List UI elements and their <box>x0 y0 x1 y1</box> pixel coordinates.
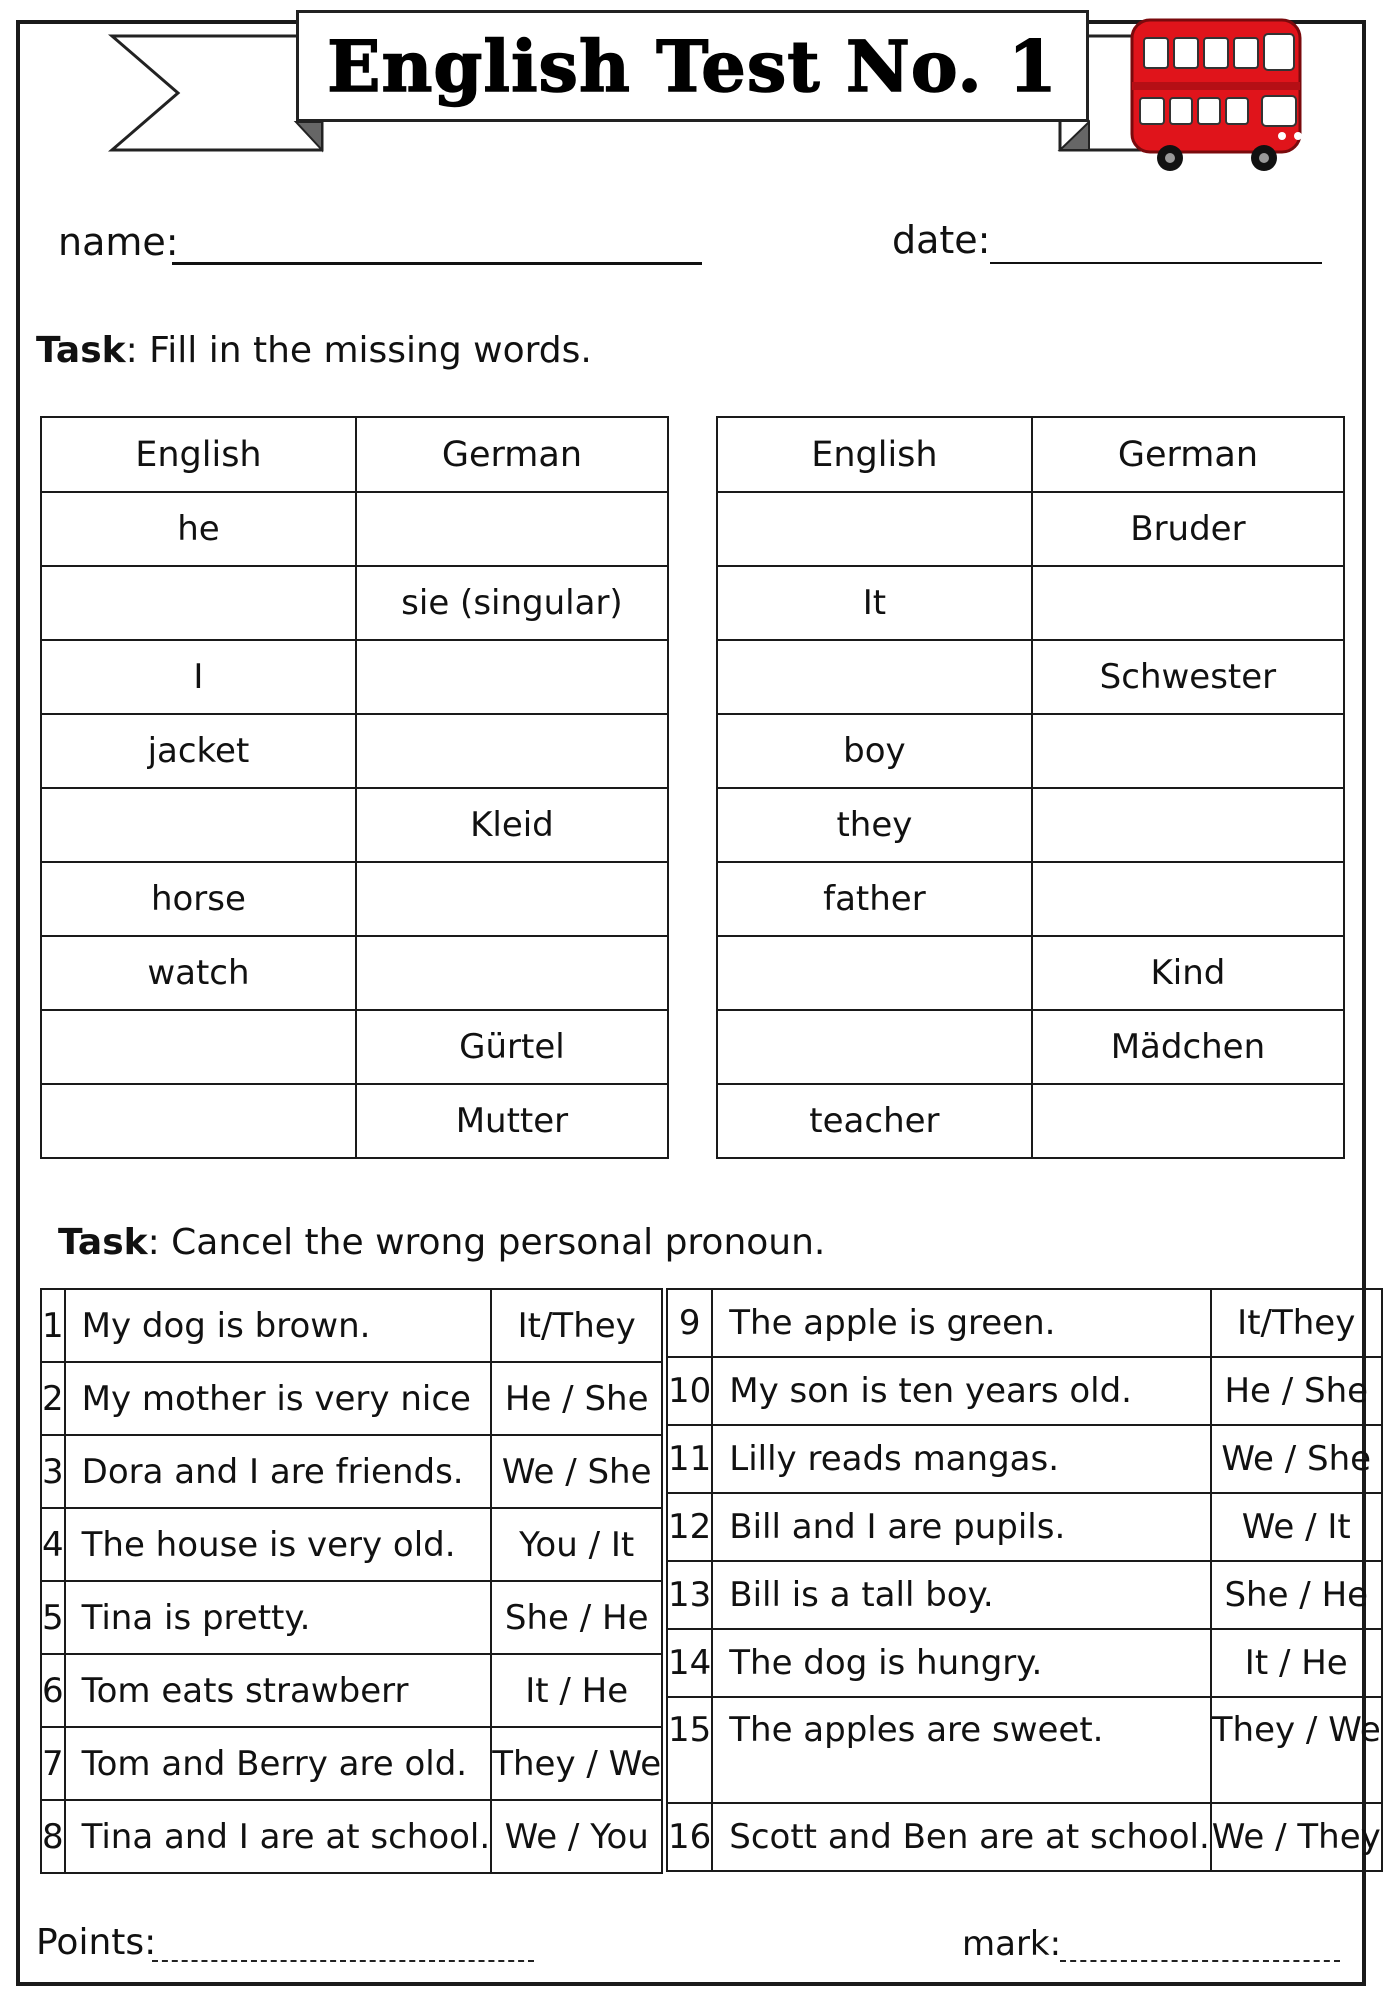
vocab-row <box>717 788 1344 862</box>
sentence-row <box>667 1289 1382 1357</box>
name-label: name: <box>58 220 179 264</box>
english-cell[interactable] <box>717 936 1032 1010</box>
english-cell: jacket <box>41 714 356 788</box>
sentence-row <box>667 1697 1382 1803</box>
german-cell[interactable] <box>1032 714 1344 788</box>
row-number: 10 <box>667 1357 712 1425</box>
date-field[interactable] <box>990 262 1322 264</box>
task1-text: : Fill in the missing words. <box>125 330 592 371</box>
german-cell: Bruder <box>1032 492 1344 566</box>
english-cell[interactable] <box>717 640 1032 714</box>
sentence-row <box>41 1581 662 1654</box>
pronoun-options[interactable]: We / She <box>1211 1425 1382 1493</box>
english-cell: It <box>717 566 1032 640</box>
pronoun-options[interactable]: They / We <box>1211 1697 1382 1803</box>
sentence-row <box>41 1289 662 1362</box>
sentence-text: The apples are sweet. <box>712 1697 1211 1803</box>
pronoun-options[interactable]: They / We <box>491 1727 662 1800</box>
german-cell: Gürtel <box>356 1010 668 1084</box>
points-label: Points: <box>36 1922 157 1963</box>
vocab-row <box>717 492 1344 566</box>
german-cell[interactable] <box>1032 862 1344 936</box>
pronoun-options[interactable]: He / She <box>1211 1357 1382 1425</box>
german-cell[interactable] <box>356 714 668 788</box>
english-cell: I <box>41 640 356 714</box>
vocab-row <box>41 1010 668 1084</box>
pronoun-options[interactable]: We / She <box>491 1435 662 1508</box>
english-cell: teacher <box>717 1084 1032 1158</box>
german-cell: Kleid <box>356 788 668 862</box>
vocab-row <box>717 936 1344 1010</box>
sentence-row <box>41 1508 662 1581</box>
pronoun-options[interactable]: She / He <box>491 1581 662 1654</box>
english-cell: he <box>41 492 356 566</box>
row-number: 9 <box>667 1289 712 1357</box>
vocab-row <box>41 936 668 1010</box>
vocab-row <box>717 640 1344 714</box>
task1-label: Task <box>36 330 126 371</box>
vocab-row <box>717 714 1344 788</box>
column-header-german: German <box>1032 417 1344 492</box>
german-cell: Mädchen <box>1032 1010 1344 1084</box>
pronoun-table-left <box>40 1288 663 1874</box>
pronoun-table-right <box>666 1288 1383 1872</box>
sentence-row <box>667 1561 1382 1629</box>
pronoun-options[interactable]: You / It <box>491 1508 662 1581</box>
sentence-text: Scott and Ben are at school. <box>712 1803 1211 1871</box>
double-decker-bus-icon <box>1122 12 1312 172</box>
vocab-row <box>41 640 668 714</box>
vocab-row <box>717 1084 1344 1158</box>
english-cell[interactable] <box>41 788 356 862</box>
english-cell: horse <box>41 862 356 936</box>
sentence-row <box>41 1362 662 1435</box>
pronoun-options[interactable]: It/They <box>1211 1289 1382 1357</box>
page-title: English Test No. 1 <box>327 24 1058 108</box>
vocab-row <box>41 714 668 788</box>
sentence-row <box>41 1727 662 1800</box>
name-field[interactable] <box>172 262 702 265</box>
sentence-text: My mother is very nice <box>65 1362 492 1435</box>
german-cell: Kind <box>1032 936 1344 1010</box>
row-number: 6 <box>41 1654 65 1727</box>
english-cell[interactable] <box>717 1010 1032 1084</box>
sentence-row <box>667 1629 1382 1697</box>
sentence-text: Tina and I are at school. <box>65 1800 492 1873</box>
german-cell[interactable] <box>1032 788 1344 862</box>
sentence-text: The house is very old. <box>65 1508 492 1581</box>
title-banner <box>296 10 1089 122</box>
row-number: 4 <box>41 1508 65 1581</box>
pronoun-options[interactable]: She / He <box>1211 1561 1382 1629</box>
task2-text: : Cancel the wrong personal pronoun. <box>147 1222 826 1263</box>
sentence-row <box>667 1425 1382 1493</box>
vocab-row <box>41 1084 668 1158</box>
pronoun-options[interactable]: It / He <box>491 1654 662 1727</box>
sentence-text: My son is ten years old. <box>712 1357 1211 1425</box>
sentence-row <box>667 1803 1382 1871</box>
column-header-english: English <box>717 417 1032 492</box>
row-number: 11 <box>667 1425 712 1493</box>
vocab-row <box>41 862 668 936</box>
row-number: 14 <box>667 1629 712 1697</box>
english-cell: father <box>717 862 1032 936</box>
sentence-text: My dog is brown. <box>65 1289 492 1362</box>
vocab-row <box>41 566 668 640</box>
sentence-row <box>667 1493 1382 1561</box>
vocab-row <box>41 788 668 862</box>
row-number: 8 <box>41 1800 65 1873</box>
vocab-table-left <box>40 416 669 1159</box>
german-cell[interactable] <box>356 492 668 566</box>
sentence-row <box>41 1435 662 1508</box>
pronoun-options[interactable]: We / You <box>491 1800 662 1873</box>
mark-label: mark: <box>962 1924 1062 1964</box>
vocab-row <box>717 862 1344 936</box>
pronoun-options[interactable]: He / She <box>491 1362 662 1435</box>
row-number: 13 <box>667 1561 712 1629</box>
row-number: 1 <box>41 1289 65 1362</box>
pronoun-options[interactable]: We / It <box>1211 1493 1382 1561</box>
sentence-text: The apple is green. <box>712 1289 1211 1357</box>
english-cell[interactable] <box>717 492 1032 566</box>
vocab-table-right <box>716 416 1345 1159</box>
english-cell[interactable] <box>41 566 356 640</box>
row-number: 5 <box>41 1581 65 1654</box>
sentence-text: The dog is hungry. <box>712 1629 1211 1697</box>
vocab-row <box>717 566 1344 640</box>
task1-instruction <box>36 330 592 371</box>
sentence-text: Tom and Berry are old. <box>65 1727 492 1800</box>
row-number: 12 <box>667 1493 712 1561</box>
pronoun-options[interactable]: It / He <box>1211 1629 1382 1697</box>
points-field[interactable] <box>152 1960 534 1962</box>
english-cell[interactable] <box>41 1010 356 1084</box>
sentence-text: Tom eats strawberr <box>65 1654 492 1727</box>
english-cell: watch <box>41 936 356 1010</box>
column-header-english: English <box>41 417 356 492</box>
row-number: 3 <box>41 1435 65 1508</box>
sentence-text: Bill and I are pupils. <box>712 1493 1211 1561</box>
german-cell: Schwester <box>1032 640 1344 714</box>
vocab-row <box>717 1010 1344 1084</box>
sentence-text: Dora and I are friends. <box>65 1435 492 1508</box>
german-cell[interactable] <box>356 936 668 1010</box>
german-cell: Mutter <box>356 1084 668 1158</box>
task2-instruction <box>58 1222 825 1263</box>
row-number: 7 <box>41 1727 65 1800</box>
sentence-text: Bill is a tall boy. <box>712 1561 1211 1629</box>
mark-field[interactable] <box>1060 1960 1340 1962</box>
english-cell: boy <box>717 714 1032 788</box>
german-cell[interactable] <box>1032 566 1344 640</box>
task2-label: Task <box>58 1222 148 1263</box>
column-header-german: German <box>356 417 668 492</box>
pronoun-options[interactable]: We / They <box>1211 1803 1382 1871</box>
row-number: 16 <box>667 1803 712 1871</box>
pronoun-options[interactable]: It/They <box>491 1289 662 1362</box>
date-label: date: <box>892 218 991 262</box>
sentence-row <box>41 1654 662 1727</box>
german-cell[interactable] <box>356 862 668 936</box>
german-cell: sie (singular) <box>356 566 668 640</box>
sentence-row <box>667 1357 1382 1425</box>
sentence-text: Tina is pretty. <box>65 1581 492 1654</box>
english-cell[interactable] <box>41 1084 356 1158</box>
sentence-text: Lilly reads mangas. <box>712 1425 1211 1493</box>
vocab-row <box>41 492 668 566</box>
row-number: 2 <box>41 1362 65 1435</box>
english-cell: they <box>717 788 1032 862</box>
sentence-row <box>41 1800 662 1873</box>
german-cell[interactable] <box>1032 1084 1344 1158</box>
row-number: 15 <box>667 1697 712 1803</box>
german-cell[interactable] <box>356 640 668 714</box>
